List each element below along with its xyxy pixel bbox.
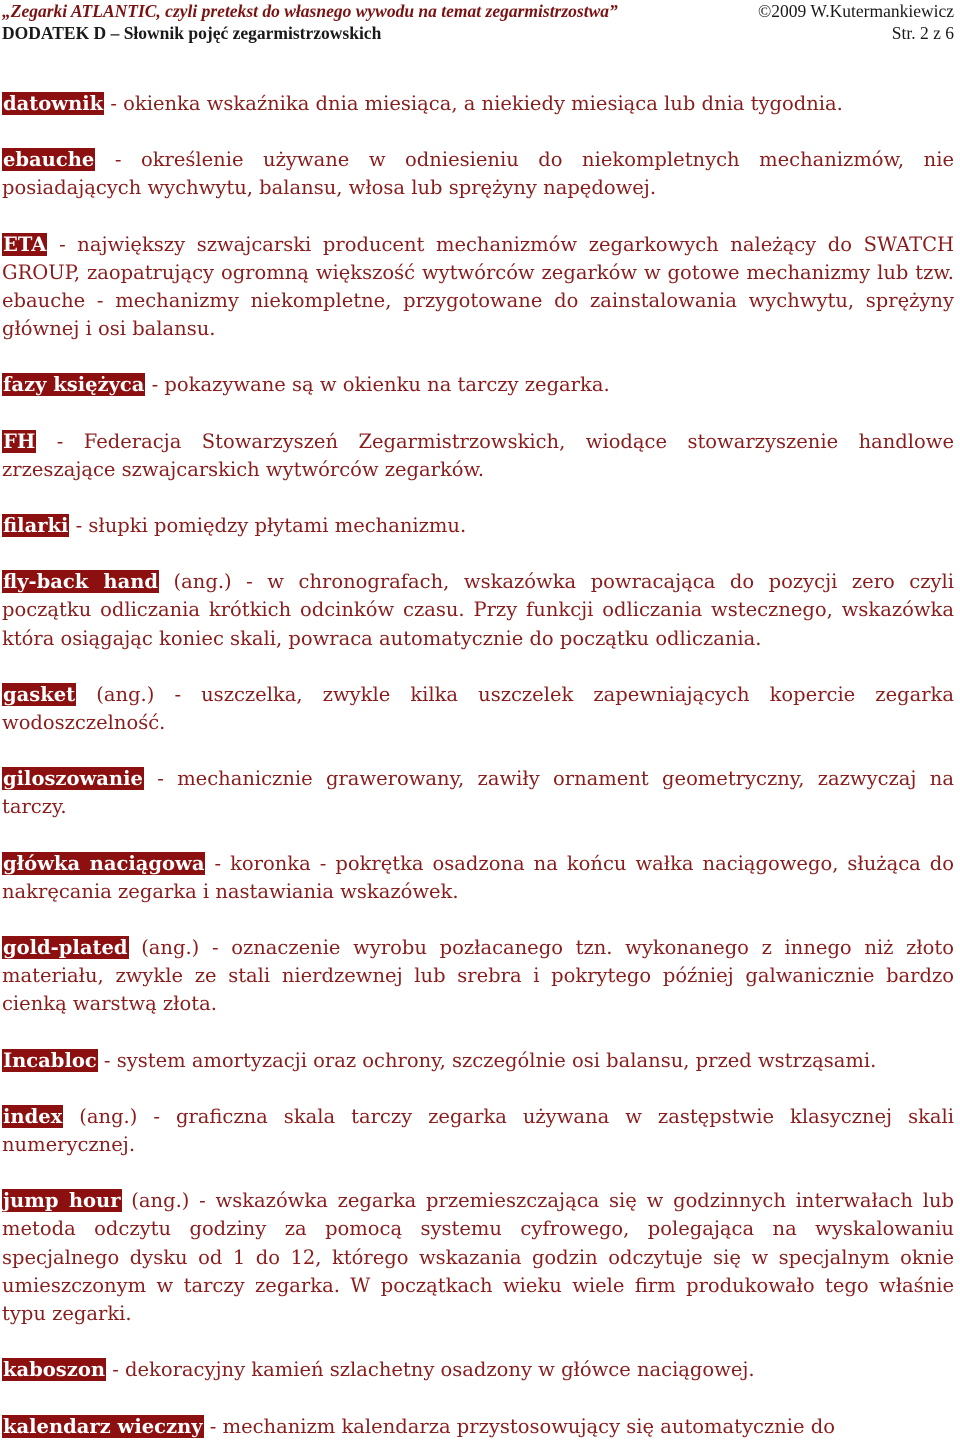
glossary-definition: - mechanicznie grawerowany, zawiły ornament geometryczny, zazwyczaj na tarczy. bbox=[2, 767, 954, 819]
glossary-definition: (ang.) - oznaczenie wyrobu pozłacanego tzn. wykonanego z innego niż złoto materiału, zwykle ze stali nierdzewnej lub srebra i pokrytego później galwanicznie bardzo cienką warstwą złota. bbox=[2, 936, 954, 1016]
glossary-entry bbox=[2, 1103, 954, 1159]
glossary-term: datownik bbox=[3, 92, 104, 115]
glossary-term: giloszowanie bbox=[3, 767, 143, 791]
glossary-entry bbox=[2, 428, 954, 484]
glossary-definition: (ang.) - wskazówka zegarka przemieszczająca się w godzinnych interwałach lub metoda odczytu godziny za pomocą systemu cyfrowego, polegająca na wyskalowaniu specjalnego dysku od 1 do 12, którego wskazania godzin odczytuje się w specjalnym oknie umieszczonym w tarczy zegarka. W początkach wieku wiele firm produkowało tego właśnie typu zegarki. bbox=[2, 1189, 954, 1326]
glossary-definition: - system amortyzacji oraz ochrony, szczególnie osi balansu, przed wstrząsami. bbox=[97, 1048, 877, 1072]
glossary-definition: - słupki pomiędzy płytami mechanizmu. bbox=[69, 514, 467, 538]
glossary-entry bbox=[2, 90, 954, 118]
glossary-term: jump hour bbox=[3, 1189, 121, 1213]
glossary-definition: (ang.) - graficzna skala tarczy zegarka używana w zastępstwie klasycznej skali numerycznej. bbox=[2, 1104, 954, 1157]
glossary-entry bbox=[2, 146, 954, 202]
glossary-term: główka naciągowa bbox=[3, 851, 205, 875]
glossary-term: ETA bbox=[3, 232, 47, 256]
glossary-term: fly-back hand bbox=[3, 570, 159, 594]
glossary-entry bbox=[2, 1047, 954, 1075]
glossary-term: fazy księżyca bbox=[3, 373, 145, 397]
glossary-entry bbox=[2, 1187, 954, 1328]
glossary-entry bbox=[2, 512, 954, 540]
glossary-definition: - mechanizm kalendarza przystosowujący się automatycznie do bbox=[203, 1414, 835, 1438]
glossary-term: kalendarz wieczny bbox=[3, 1414, 203, 1438]
glossary-entry bbox=[2, 681, 954, 737]
glossary-entry bbox=[2, 568, 954, 653]
glossary-definition: - Federacja Stowarzyszeń Zegarmistrzowskich, wiodące stowarzyszenie handlowe zrzeszające szwajcarskich wytwórców zegarków. bbox=[2, 429, 954, 481]
glossary-list bbox=[2, 90, 954, 1441]
glossary-definition: (ang.) - w chronografach, wskazówka powracająca do pozycji zero czyli początku odliczania krótkich odcinków czasu. Przy funkcji odliczania wstecznego, wskazówka która osiągając koniec skali, powraca automatycznie do początku odliczania. bbox=[2, 570, 954, 650]
glossary-definition: - dekoracyjny kamień szlachetny osadzony w główce naciągowej. bbox=[106, 1358, 755, 1382]
glossary-term: Incabloc bbox=[3, 1048, 97, 1072]
glossary-entry bbox=[2, 1413, 954, 1441]
glossary-definition: - określenie używane w odniesieniu do niekompletnych mechanizmów, nie posiadających wychwytu, balansu, włosa lub sprężyny napędowej. bbox=[2, 148, 954, 200]
glossary-entry bbox=[2, 850, 954, 906]
glossary-entry bbox=[2, 231, 954, 344]
glossary-definition: - pokazywane są w okienku na tarczy zegarka. bbox=[145, 373, 610, 397]
glossary-entry bbox=[2, 765, 954, 821]
glossary-term: FH bbox=[3, 429, 36, 453]
glossary-entry bbox=[2, 1356, 954, 1384]
glossary-term: gasket bbox=[3, 682, 76, 706]
glossary-term: gold-plated bbox=[3, 936, 128, 960]
glossary-entry bbox=[2, 371, 954, 399]
glossary-term: index bbox=[3, 1104, 63, 1128]
glossary-term: kaboszon bbox=[3, 1358, 106, 1382]
glossary-term: filarki bbox=[3, 514, 69, 538]
glossary-term: ebauche bbox=[3, 148, 95, 172]
glossary-definition: - okienka wskaźnika dnia miesiąca, a niekiedy miesiąca lub dnia tygodnia. bbox=[104, 92, 843, 115]
copyright: ©2009 W.Kutermankiewicz bbox=[757, 1, 954, 21]
document-subtitle: DODATEK D – Słownik pojęć zegarmistrzowskich bbox=[2, 23, 382, 43]
page-number: Str. 2 z 6 bbox=[891, 23, 954, 43]
document-title: „Zegarki ATLANTIC, czyli pretekst do własnego wywodu na temat zegarmistrzostwa” bbox=[2, 1, 618, 21]
glossary-definition: - koronka - pokrętka osadzona na końcu wałka naciągowego, służąca do nakręcania zegarka i nastawiania wskazówek. bbox=[2, 851, 954, 903]
glossary-definition: - największy szwajcarski producent mechanizmów zegarkowych należący do SWATCH GROUP, zaopatrujący ogromną większość wytwórców zegarków w gotowe mechanizmy lub tzw. ebauche - mechanizmy niekompletne, przygotowane do zainstalowania wychwytu, sprężyny głównej i osi balansu. bbox=[2, 232, 954, 341]
glossary-definition: (ang.) - uszczelka, zwykle kilka uszczelek zapewniających kopercie zegarka wodoszczelność. bbox=[2, 682, 954, 735]
glossary-entry bbox=[2, 934, 954, 1019]
page-header bbox=[2, 0, 954, 44]
